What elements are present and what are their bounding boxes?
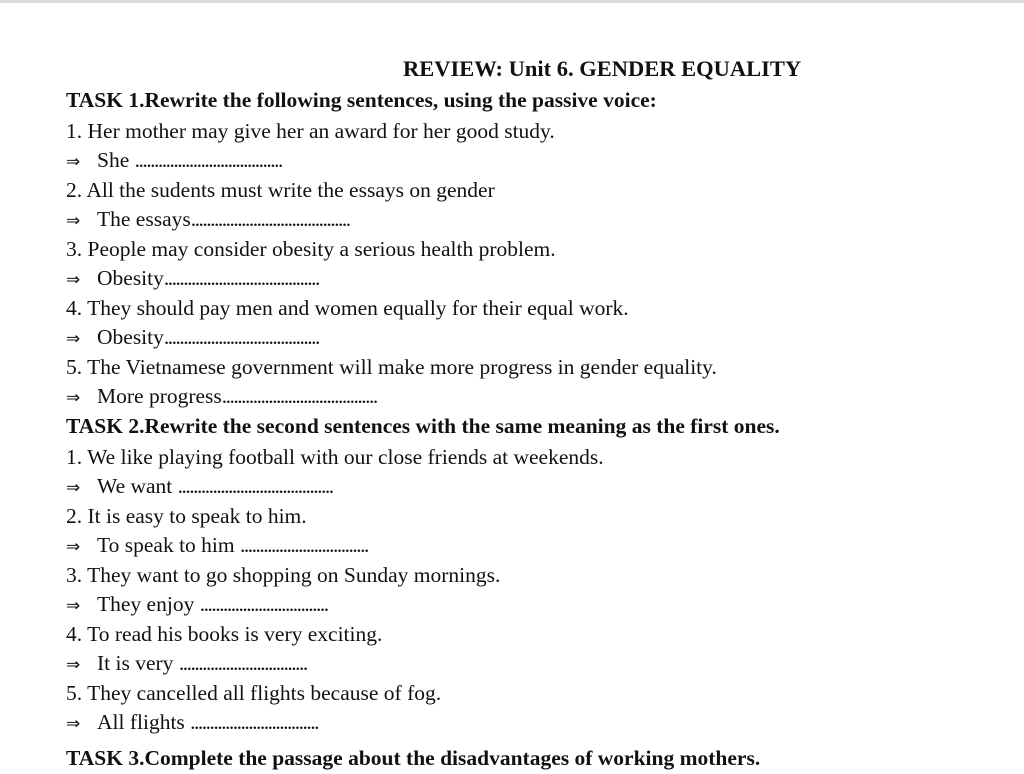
task2-question-1: 1. We like playing football with our close friends at weekends. [66, 445, 604, 469]
answer-blank[interactable]: ........................................ [221, 383, 377, 408]
task2-question-5: 5. They cancelled all flights because of fog. [66, 681, 442, 705]
task1-question-5: 5. The Vietnamese government will make more progress in gender equality. [66, 355, 717, 379]
answer-blank[interactable]: ........................................ [163, 265, 319, 290]
answer-prompt: She [97, 147, 135, 172]
task2-question-3: 3. They want to go shopping on Sunday mornings. [66, 563, 501, 587]
implies-arrow-icon: ⇒ [66, 654, 81, 675]
implies-arrow-icon: ⇒ [66, 328, 81, 349]
task2-heading: TASK 2.Rewrite the second sentences with the same meaning as the first ones. [66, 414, 780, 438]
task3-heading: TASK 3.Complete the passage about the disadvantages of working mothers. [66, 746, 761, 770]
answer-blank[interactable]: ........................................ [177, 473, 333, 498]
answer-prompt: The essays [97, 206, 191, 231]
task1-answer-3 [66, 265, 1006, 294]
task1-question-1: 1. Her mother may give her an award for her good study. [66, 119, 555, 143]
implies-arrow-icon: ⇒ [66, 269, 81, 290]
worksheet [66, 53, 1006, 774]
task1-answer-1 [66, 147, 1006, 176]
task2-answer-4 [66, 650, 1006, 679]
implies-arrow-icon: ⇒ [66, 151, 81, 172]
task1-question-2: 2. All the sudents must write the essays on gender [66, 178, 495, 202]
task1-question-4: 4. They should pay men and women equally for their equal work. [66, 296, 629, 320]
implies-arrow-icon: ⇒ [66, 595, 81, 616]
answer-prompt: More progress [97, 383, 222, 408]
implies-arrow-icon: ⇒ [66, 210, 81, 231]
task2-answer-5 [66, 709, 1006, 738]
answer-prompt: Obesity [97, 324, 164, 349]
page-title: REVIEW: Unit 6. GENDER EQUALITY [403, 56, 802, 81]
answer-blank[interactable]: ................................. [178, 650, 307, 675]
answer-blank[interactable]: ................................. [240, 532, 368, 557]
task2-answer-3 [66, 591, 1006, 620]
implies-arrow-icon: ⇒ [66, 713, 81, 734]
answer-prompt: To speak to him [97, 532, 241, 557]
answer-blank[interactable]: ......................................... [190, 206, 350, 231]
answer-blank[interactable]: ...................................... [134, 147, 282, 172]
answer-blank[interactable]: ................................. [190, 709, 319, 734]
answer-blank[interactable]: ........................................ [163, 324, 319, 349]
implies-arrow-icon: ⇒ [66, 536, 81, 557]
task1-question-3: 3. People may consider obesity a serious health problem. [66, 237, 556, 261]
top-border [0, 0, 1024, 3]
task1-answer-4 [66, 324, 1006, 353]
task1-heading: TASK 1.Rewrite the following sentences, using the passive voice: [66, 88, 657, 112]
task2-answer-2 [66, 532, 1006, 561]
answer-prompt: All flights [97, 709, 191, 734]
task2-question-2: 2. It is easy to speak to him. [66, 504, 307, 528]
task1-answer-5 [66, 383, 1006, 412]
answer-prompt: They enjoy [97, 591, 200, 616]
answer-prompt: It is very [97, 650, 179, 675]
answer-prompt: Obesity [97, 265, 164, 290]
implies-arrow-icon: ⇒ [66, 477, 81, 498]
task2-answer-1 [66, 473, 1006, 502]
answer-prompt: We want [97, 473, 178, 498]
answer-blank[interactable]: ................................. [199, 591, 328, 616]
implies-arrow-icon: ⇒ [66, 387, 81, 408]
task2-question-4: 4. To read his books is very exciting. [66, 622, 383, 646]
task1-answer-2 [66, 206, 1006, 235]
